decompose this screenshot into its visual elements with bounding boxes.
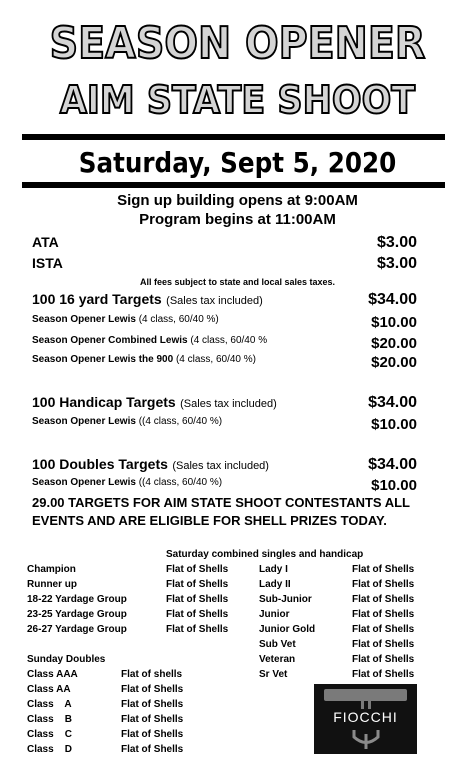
prize-value: Flat of Shells xyxy=(166,594,229,605)
prize-label: Lady II xyxy=(259,579,291,590)
prize-value: Flat of Shells xyxy=(121,684,184,695)
title-season-opener: SEASON OPENER xyxy=(49,18,426,69)
prize-label: 26-27 Yardage Group xyxy=(27,624,127,635)
section-title: 100 16 yard Targets (Sales tax included) xyxy=(32,291,263,307)
prize-label: Class C xyxy=(27,729,73,740)
prize-label: Veteran xyxy=(259,654,296,665)
fee-price: $3.00 xyxy=(376,234,417,251)
prize-value: Flat of Shells xyxy=(121,744,184,755)
combined-heading: Saturday combined singles and handicap xyxy=(166,549,364,560)
prize-label: Junior Gold xyxy=(259,624,316,635)
prize-value: Flat of Shells xyxy=(121,699,184,710)
prize-label: Class A xyxy=(27,699,72,710)
program-time: Program begins at 11:00AM xyxy=(139,211,336,228)
fiocchi-logo xyxy=(314,684,417,754)
prize-value: Flat of Shells xyxy=(166,579,229,590)
section-title: 100 Handicap Targets (Sales tax included) xyxy=(32,394,277,410)
prize-label: Lady I xyxy=(259,564,288,575)
section-price: $34.00 xyxy=(368,394,417,411)
prize-value: Flat of Shells xyxy=(352,594,415,605)
prize-label: 18-22 Yardage Group xyxy=(27,594,127,605)
prize-label: Junior xyxy=(259,609,290,620)
option-price: $20.00 xyxy=(371,335,417,352)
prize-value: Flat of Shells xyxy=(166,609,229,620)
logo-post xyxy=(361,699,364,709)
option-price: $20.00 xyxy=(371,354,417,371)
prize-label: Champion xyxy=(27,564,76,575)
sunday-heading: Sunday Doubles xyxy=(27,654,106,665)
signup-time: Sign up building opens at 9:00AM xyxy=(117,192,358,209)
option-label: Season Opener Lewis ((4 class, 60/40 %) xyxy=(32,416,223,427)
prize-value: Flat of Shells xyxy=(352,564,415,575)
option-price: $10.00 xyxy=(371,477,417,494)
logo-post xyxy=(368,699,371,709)
option-label: Season Opener Lewis the 900 (4 class, 60/40 %) xyxy=(32,354,256,365)
option-label: Season Opener Lewis (4 class, 60/40 %) xyxy=(32,314,219,325)
option-label: Season Opener Combined Lewis (4 class, 60/40 % xyxy=(32,335,268,346)
fiocchi-logo-icon xyxy=(351,728,381,750)
event-date: Saturday, Sept 5, 2020 xyxy=(78,146,397,179)
prize-label: Sub Vet xyxy=(259,639,296,650)
divider-top xyxy=(22,134,445,140)
prize-label: Sub-Junior xyxy=(259,594,312,605)
prize-value: Flat of Shells xyxy=(352,639,415,650)
prize-value: Flat of Shells xyxy=(166,624,229,635)
prize-label: Class AA xyxy=(27,684,71,695)
prize-value: Flat of Shells xyxy=(166,564,229,575)
prize-label: Class AAA xyxy=(27,669,78,680)
fee-price: $3.00 xyxy=(376,255,417,272)
aim-notice-line1: 29.00 TARGETS FOR AIM STATE SHOOT CONTESTANTS ALL xyxy=(32,495,410,510)
prize-label: Class D xyxy=(27,744,73,755)
prize-value: Flat of Shells xyxy=(352,654,415,665)
logo-bar xyxy=(324,689,407,701)
prize-value: Flat of shells xyxy=(121,669,183,680)
prize-value: Flat of Shells xyxy=(121,714,184,725)
option-price: $10.00 xyxy=(371,314,417,331)
prize-label: 23-25 Yardage Group xyxy=(27,609,127,620)
divider-bottom xyxy=(22,182,445,188)
title-aim-state-shoot: AIM STATE SHOOT xyxy=(59,78,416,122)
prize-value: Flat of Shells xyxy=(352,579,415,590)
prize-value: Flat of Shells xyxy=(121,729,184,740)
prize-label: Runner up xyxy=(27,579,77,590)
option-label: Season Opener Lewis ((4 class, 60/40 %) xyxy=(32,477,223,488)
fee-label: ISTA xyxy=(32,255,63,271)
tax-notice: All fees subject to state and local sales taxes. xyxy=(139,277,336,287)
option-price: $10.00 xyxy=(371,416,417,433)
fee-label: ATA xyxy=(32,234,59,250)
section-title: 100 Doubles Targets (Sales tax included) xyxy=(32,456,269,472)
prize-value: Flat of Shells xyxy=(352,624,415,635)
section-price: $34.00 xyxy=(368,456,417,473)
prize-value: Flat of Shells xyxy=(352,669,415,680)
logo-text: FIOCCHI xyxy=(333,709,398,725)
aim-notice-line2: EVENTS AND ARE ELIGIBLE FOR SHELL PRIZES TODAY. xyxy=(32,513,387,528)
prize-value: Flat of Shells xyxy=(352,609,415,620)
section-price: $34.00 xyxy=(368,291,417,308)
prize-label: Sr Vet xyxy=(259,669,288,680)
prize-label: Class B xyxy=(27,714,73,725)
